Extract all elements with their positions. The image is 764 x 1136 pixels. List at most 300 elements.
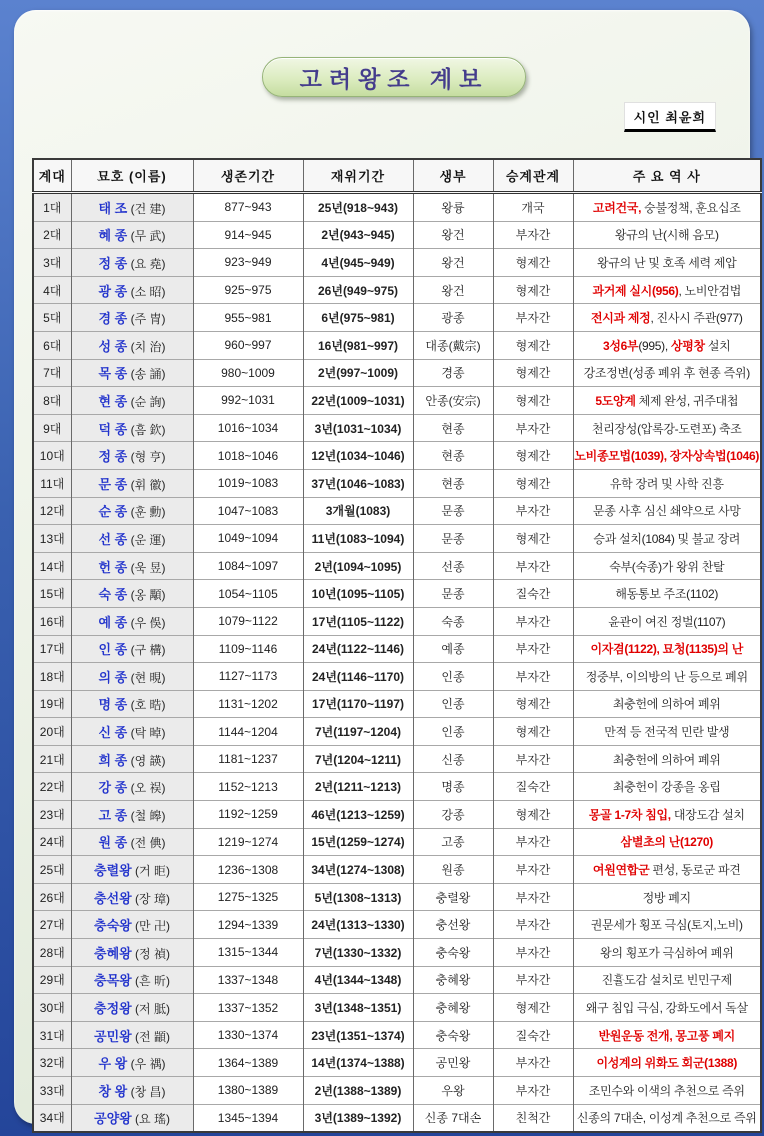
history-cell: [573, 883, 761, 911]
lifespan-cell: 1054~1105: [193, 580, 303, 608]
king-name-hanja: (오 祦): [127, 781, 166, 796]
generation-cell: 21대: [33, 745, 71, 773]
reign-cell: 17년(1105~1122): [303, 607, 413, 635]
king-name-cell: [71, 883, 193, 911]
author-byline: 시인 최윤희: [624, 102, 716, 132]
history-cell: [573, 939, 761, 967]
history-segment: 진휼도감 설치로 빈민구제: [601, 973, 732, 988]
king-name-hanja: (훈 勳): [127, 505, 166, 520]
history-cell: [573, 690, 761, 718]
king-name-hanja: (전 倎): [127, 836, 166, 851]
king-name-korean: 공민왕: [94, 1028, 132, 1044]
table-row: [33, 331, 761, 359]
table-row: [33, 249, 761, 277]
birth-father-cell: 문종: [413, 497, 493, 525]
table-row: [33, 525, 761, 553]
history-cell: [573, 525, 761, 553]
king-name-korean: 공양왕: [94, 1111, 132, 1127]
king-name-hanja: (휘 徽): [127, 477, 166, 492]
king-name-hanja: (전 顓): [131, 1029, 170, 1044]
title-capsule: [262, 57, 526, 97]
birth-father-cell: 왕륭: [413, 193, 493, 222]
king-name-korean: 창 왕: [98, 1083, 128, 1099]
birth-father-cell: 원종: [413, 856, 493, 884]
succession-cell: 형제간: [493, 359, 573, 387]
history-segment: , 진사시 주관(977): [650, 311, 743, 326]
king-name-hanja: (창 昌): [127, 1084, 166, 1099]
king-name-hanja: (구 構): [127, 643, 166, 658]
generation-cell: 10대: [33, 442, 71, 470]
birth-father-cell: 대종(戴宗): [413, 331, 493, 359]
history-segment: 왕규의 난(시해 음모): [614, 228, 719, 243]
king-name-cell: [71, 387, 193, 415]
history-cell: [573, 607, 761, 635]
history-segment: 고려건국,: [592, 200, 642, 215]
table-row: [33, 994, 761, 1022]
succession-cell: 친척간: [493, 1104, 573, 1132]
reign-cell: 12년(1034~1046): [303, 442, 413, 470]
succession-cell: 형제간: [493, 276, 573, 304]
king-name-korean: 문 종: [98, 476, 128, 492]
reign-cell: 2년(1211~1213): [303, 773, 413, 801]
king-name-hanja: (탁 晫): [127, 726, 166, 741]
reign-cell: 4년(945~949): [303, 249, 413, 277]
king-name-hanja: (무 武): [127, 229, 166, 244]
history-cell: [573, 469, 761, 497]
history-segment: 노비종모법(1039), 장자상속법(1046): [574, 449, 760, 464]
generation-cell: 29대: [33, 966, 71, 994]
king-name-korean: 현 종: [98, 393, 128, 409]
history-cell: [573, 414, 761, 442]
king-name-hanja: (흔 昕): [131, 974, 170, 989]
table-row: [33, 690, 761, 718]
table-row: [33, 580, 761, 608]
king-name-hanja: (순 詢): [127, 394, 166, 409]
lifespan-cell: 914~945: [193, 221, 303, 249]
history-cell: [573, 331, 761, 359]
lifespan-cell: 1049~1094: [193, 525, 303, 553]
lifespan-cell: 1275~1325: [193, 883, 303, 911]
history-cell: [573, 994, 761, 1022]
history-segment: 윤관이 여진 정벌(1107): [608, 614, 726, 629]
birth-father-cell: 신종 7대손: [413, 1104, 493, 1132]
succession-cell: 형제간: [493, 801, 573, 829]
succession-cell: 부자간: [493, 1077, 573, 1105]
king-name-korean: 태 조: [98, 200, 128, 216]
lifespan-cell: 1192~1259: [193, 801, 303, 829]
history-segment: 만적 등 전국적 민란 발생: [604, 725, 730, 740]
generation-cell: 31대: [33, 1021, 71, 1049]
generation-cell: 2대: [33, 221, 71, 249]
generation-cell: 11대: [33, 469, 71, 497]
table-row: [33, 414, 761, 442]
generation-cell: 22대: [33, 773, 71, 801]
lifespan-cell: 1018~1046: [193, 442, 303, 470]
generation-cell: 32대: [33, 1049, 71, 1077]
history-segment: 이자겸(1122), 묘청(1135)의 난: [590, 642, 744, 657]
king-name-hanja: (형 亨): [127, 450, 166, 465]
king-name-korean: 덕 종: [98, 421, 128, 437]
reign-cell: 3년(1389~1392): [303, 1104, 413, 1132]
succession-cell: 부자간: [493, 883, 573, 911]
reign-cell: 34년(1274~1308): [303, 856, 413, 884]
history-segment: 조민수와 이색의 추천으로 즉위: [588, 1083, 745, 1098]
king-name-hanja: (정 禎): [131, 946, 170, 961]
king-name-korean: 충숙왕: [94, 918, 132, 934]
king-name-cell: [71, 911, 193, 939]
history-cell: [573, 966, 761, 994]
lifespan-cell: 1364~1389: [193, 1049, 303, 1077]
succession-cell: 형제간: [493, 249, 573, 277]
table-row: [33, 718, 761, 746]
birth-father-cell: 강종: [413, 801, 493, 829]
king-name-cell: [71, 414, 193, 442]
lifespan-cell: 1294~1339: [193, 911, 303, 939]
column-header-0: 계대: [33, 159, 71, 193]
reign-cell: 7년(1204~1211): [303, 745, 413, 773]
table-row: [33, 193, 761, 222]
king-name-cell: [71, 828, 193, 856]
birth-father-cell: 현종: [413, 414, 493, 442]
king-name-cell: [71, 801, 193, 829]
column-header-2: 생존기간: [193, 159, 303, 193]
kings-table-body: [33, 193, 761, 1133]
birth-father-cell: 광종: [413, 304, 493, 332]
history-cell: [573, 304, 761, 332]
history-segment: 여원연합군: [592, 863, 650, 878]
history-cell: [573, 856, 761, 884]
succession-cell: 형제간: [493, 994, 573, 1022]
succession-cell: 부자간: [493, 856, 573, 884]
generation-cell: 4대: [33, 276, 71, 304]
succession-cell: 질숙간: [493, 1021, 573, 1049]
history-cell: [573, 580, 761, 608]
king-name-korean: 목 종: [98, 366, 128, 382]
lifespan-cell: 992~1031: [193, 387, 303, 415]
column-header-1: 묘호 (이름): [71, 159, 193, 193]
lifespan-cell: 923~949: [193, 249, 303, 277]
lifespan-cell: 1019~1083: [193, 469, 303, 497]
birth-father-cell: 인종: [413, 718, 493, 746]
succession-cell: 형제간: [493, 442, 573, 470]
king-name-korean: 숙 종: [98, 587, 128, 603]
succession-cell: 형제간: [493, 525, 573, 553]
table-row: [33, 745, 761, 773]
birth-father-cell: 충숙왕: [413, 1021, 493, 1049]
reign-cell: 46년(1213~1259): [303, 801, 413, 829]
reign-cell: 11년(1083~1094): [303, 525, 413, 553]
reign-cell: 16년(981~997): [303, 331, 413, 359]
table-row: [33, 801, 761, 829]
generation-cell: 16대: [33, 607, 71, 635]
birth-father-cell: 숙종: [413, 607, 493, 635]
history-segment: 설치: [704, 338, 731, 353]
history-cell: [573, 249, 761, 277]
history-segment: 몽골 1-7차 침입,: [588, 807, 671, 822]
birth-father-cell: 명종: [413, 773, 493, 801]
succession-cell: 질숙간: [493, 580, 573, 608]
history-cell: [573, 276, 761, 304]
history-cell: [573, 663, 761, 691]
history-segment: 문종 사후 심신 쇄약으로 사망: [592, 504, 741, 519]
history-cell: [573, 1077, 761, 1105]
succession-cell: 부자간: [493, 552, 573, 580]
king-name-hanja: (요 堯): [127, 256, 166, 271]
king-name-korean: 선 종: [98, 531, 128, 547]
history-cell: [573, 497, 761, 525]
king-name-hanja: (운 運): [127, 532, 166, 547]
reign-cell: 26년(949~975): [303, 276, 413, 304]
history-segment: 삼별초의 난(1270): [620, 835, 713, 850]
history-segment: 숙부(숙종)가 왕위 찬탈: [609, 559, 725, 574]
king-name-hanja: (우 俁): [127, 615, 166, 630]
king-name-hanja: (거 昛): [131, 864, 170, 879]
king-name-hanja: (영 韺): [127, 753, 166, 768]
king-name-korean: 정 종: [98, 255, 128, 271]
lifespan-cell: 1219~1274: [193, 828, 303, 856]
history-segment: 강조정변(성종 폐위 후 현종 즉위): [583, 366, 750, 381]
birth-father-cell: 현종: [413, 469, 493, 497]
lifespan-cell: 1337~1352: [193, 994, 303, 1022]
history-segment: 대장도감 설치: [670, 807, 745, 822]
history-segment: (995),: [638, 338, 671, 353]
generation-cell: 24대: [33, 828, 71, 856]
generation-cell: 23대: [33, 801, 71, 829]
history-cell: [573, 193, 761, 222]
king-name-cell: [71, 994, 193, 1022]
king-name-cell: [71, 690, 193, 718]
lifespan-cell: 1337~1348: [193, 966, 303, 994]
succession-cell: 부자간: [493, 828, 573, 856]
king-name-cell: [71, 607, 193, 635]
reign-cell: 24년(1313~1330): [303, 911, 413, 939]
history-cell: [573, 221, 761, 249]
history-segment: 정중부, 이의방의 난 등으로 폐위: [585, 669, 748, 684]
king-name-cell: [71, 580, 193, 608]
birth-father-cell: 왕건: [413, 249, 493, 277]
reign-cell: 6년(975~981): [303, 304, 413, 332]
history-segment: 신종의 7대손, 이성계 추천으로 즉위: [576, 1111, 757, 1126]
birth-father-cell: 경종: [413, 359, 493, 387]
history-segment: 천리장성(압록강-도련포) 축조: [591, 421, 742, 436]
lifespan-cell: 1079~1122: [193, 607, 303, 635]
lifespan-cell: 877~943: [193, 193, 303, 222]
king-name-korean: 충렬왕: [94, 863, 132, 879]
king-name-cell: [71, 635, 193, 663]
king-name-cell: [71, 1021, 193, 1049]
succession-cell: 부자간: [493, 966, 573, 994]
generation-cell: 5대: [33, 304, 71, 332]
history-segment: 반원운동 전개, 몽고풍 폐지: [598, 1028, 735, 1043]
generation-cell: 25대: [33, 856, 71, 884]
birth-father-cell: 안종(安宗): [413, 387, 493, 415]
birth-father-cell: 충렬왕: [413, 883, 493, 911]
history-cell: [573, 552, 761, 580]
generation-cell: 20대: [33, 718, 71, 746]
generation-cell: 7대: [33, 359, 71, 387]
history-cell: [573, 828, 761, 856]
generation-cell: 3대: [33, 249, 71, 277]
table-row: [33, 1077, 761, 1105]
goryeo-kings-table: [32, 158, 762, 1133]
history-segment: 정방 폐지: [642, 890, 691, 905]
king-name-cell: [71, 497, 193, 525]
lifespan-cell: 980~1009: [193, 359, 303, 387]
generation-cell: 17대: [33, 635, 71, 663]
history-cell: [573, 773, 761, 801]
history-cell: [573, 1021, 761, 1049]
reign-cell: 3년(1348~1351): [303, 994, 413, 1022]
history-cell: [573, 801, 761, 829]
generation-cell: 30대: [33, 994, 71, 1022]
column-header-6: 주 요 역 사: [573, 159, 761, 193]
table-header-row: [33, 159, 761, 193]
succession-cell: 형제간: [493, 718, 573, 746]
king-name-korean: 의 종: [98, 669, 128, 685]
reign-cell: 2년(1388~1389): [303, 1077, 413, 1105]
birth-father-cell: 인종: [413, 690, 493, 718]
history-segment: 3성6부: [603, 338, 639, 353]
king-name-korean: 충혜왕: [94, 945, 132, 961]
history-segment: 해동통보 주조(1102): [615, 587, 719, 602]
king-name-korean: 충정왕: [94, 1001, 132, 1017]
king-name-cell: [71, 939, 193, 967]
succession-cell: 부자간: [493, 635, 573, 663]
reign-cell: 37년(1046~1083): [303, 469, 413, 497]
succession-cell: 부자간: [493, 1049, 573, 1077]
generation-cell: 13대: [33, 525, 71, 553]
king-name-korean: 순 종: [98, 504, 128, 520]
king-name-cell: [71, 276, 193, 304]
table-row: [33, 856, 761, 884]
lifespan-cell: 1330~1374: [193, 1021, 303, 1049]
table-row: [33, 497, 761, 525]
lifespan-cell: 925~975: [193, 276, 303, 304]
king-name-hanja: (건 建): [127, 201, 166, 216]
lifespan-cell: 1131~1202: [193, 690, 303, 718]
birth-father-cell: 충혜왕: [413, 966, 493, 994]
table-row: [33, 1049, 761, 1077]
succession-cell: 부자간: [493, 414, 573, 442]
reign-cell: 22년(1009~1031): [303, 387, 413, 415]
history-cell: [573, 635, 761, 663]
birth-father-cell: 우왕: [413, 1077, 493, 1105]
king-name-cell: [71, 249, 193, 277]
history-segment: 왕의 횡포가 극심하여 폐위: [600, 945, 734, 960]
king-name-cell: [71, 552, 193, 580]
king-name-hanja: (호 晧): [127, 698, 166, 713]
succession-cell: 형제간: [493, 331, 573, 359]
generation-cell: 26대: [33, 883, 71, 911]
succession-cell: 형제간: [493, 690, 573, 718]
king-name-cell: [71, 442, 193, 470]
history-segment: 왕규의 난 및 호족 세력 제압: [597, 255, 737, 270]
reign-cell: 4년(1344~1348): [303, 966, 413, 994]
table-row: [33, 469, 761, 497]
column-header-3: 재위기간: [303, 159, 413, 193]
lifespan-cell: 1380~1389: [193, 1077, 303, 1105]
generation-cell: 6대: [33, 331, 71, 359]
king-name-hanja: (송 誦): [127, 367, 166, 382]
king-name-korean: 원 종: [98, 835, 128, 851]
king-name-korean: 희 종: [98, 752, 128, 768]
king-name-cell: [71, 856, 193, 884]
king-name-hanja: (저 胝): [131, 1002, 170, 1017]
reign-cell: 2년(997~1009): [303, 359, 413, 387]
king-name-hanja: (장 璋): [131, 891, 170, 906]
reign-cell: 14년(1374~1388): [303, 1049, 413, 1077]
king-name-korean: 명 종: [98, 697, 128, 713]
history-cell: [573, 745, 761, 773]
king-name-cell: [71, 663, 193, 691]
table-row: [33, 221, 761, 249]
succession-cell: 질숙간: [493, 773, 573, 801]
king-name-hanja: (흠 欽): [127, 422, 166, 437]
table-row: [33, 387, 761, 415]
column-header-5: 승계관계: [493, 159, 573, 193]
history-segment: 5도양계: [595, 393, 636, 408]
history-cell: [573, 442, 761, 470]
history-segment: 숭불정책, 훈요십조: [641, 200, 741, 215]
table-row: [33, 276, 761, 304]
succession-cell: 부자간: [493, 304, 573, 332]
birth-father-cell: 예종: [413, 635, 493, 663]
table-row: [33, 635, 761, 663]
birth-father-cell: 현종: [413, 442, 493, 470]
king-name-cell: [71, 469, 193, 497]
lifespan-cell: 1084~1097: [193, 552, 303, 580]
king-name-cell: [71, 304, 193, 332]
birth-father-cell: 공민왕: [413, 1049, 493, 1077]
history-segment: 권문세가 횡포 극심(토지,노비): [590, 918, 743, 933]
table-row: [33, 552, 761, 580]
history-segment: 과거제 실시(956): [592, 283, 679, 298]
lifespan-cell: 1109~1146: [193, 635, 303, 663]
table-row: [33, 359, 761, 387]
birth-father-cell: 인종: [413, 663, 493, 691]
reign-cell: 24년(1122~1146): [303, 635, 413, 663]
table-row: [33, 442, 761, 470]
king-name-cell: [71, 1049, 193, 1077]
history-segment: 최충헌에 의하여 폐위: [612, 752, 721, 767]
king-name-cell: [71, 525, 193, 553]
king-name-hanja: (소 昭): [127, 284, 166, 299]
history-cell: [573, 387, 761, 415]
birth-father-cell: 왕건: [413, 276, 493, 304]
king-name-cell: [71, 773, 193, 801]
king-name-korean: 고 종: [98, 807, 128, 823]
reign-cell: 7년(1197~1204): [303, 718, 413, 746]
history-segment: 유학 장려 및 사학 진흥: [609, 476, 724, 491]
king-name-korean: 강 종: [98, 780, 128, 796]
table-row: [33, 939, 761, 967]
succession-cell: 형제간: [493, 469, 573, 497]
birth-father-cell: 충혜왕: [413, 994, 493, 1022]
reign-cell: 25년(918~943): [303, 193, 413, 222]
king-name-cell: [71, 745, 193, 773]
lifespan-cell: 1144~1204: [193, 718, 303, 746]
generation-cell: 34대: [33, 1104, 71, 1132]
table-row: [33, 1104, 761, 1132]
king-name-hanja: (주 冑): [127, 312, 166, 327]
succession-cell: 부자간: [493, 911, 573, 939]
birth-father-cell: 충숙왕: [413, 939, 493, 967]
succession-cell: 형제간: [493, 387, 573, 415]
reign-cell: 7년(1330~1332): [303, 939, 413, 967]
king-name-korean: 인 종: [98, 642, 128, 658]
generation-cell: 8대: [33, 387, 71, 415]
history-segment: 최충헌에 의하여 폐위: [612, 697, 721, 712]
